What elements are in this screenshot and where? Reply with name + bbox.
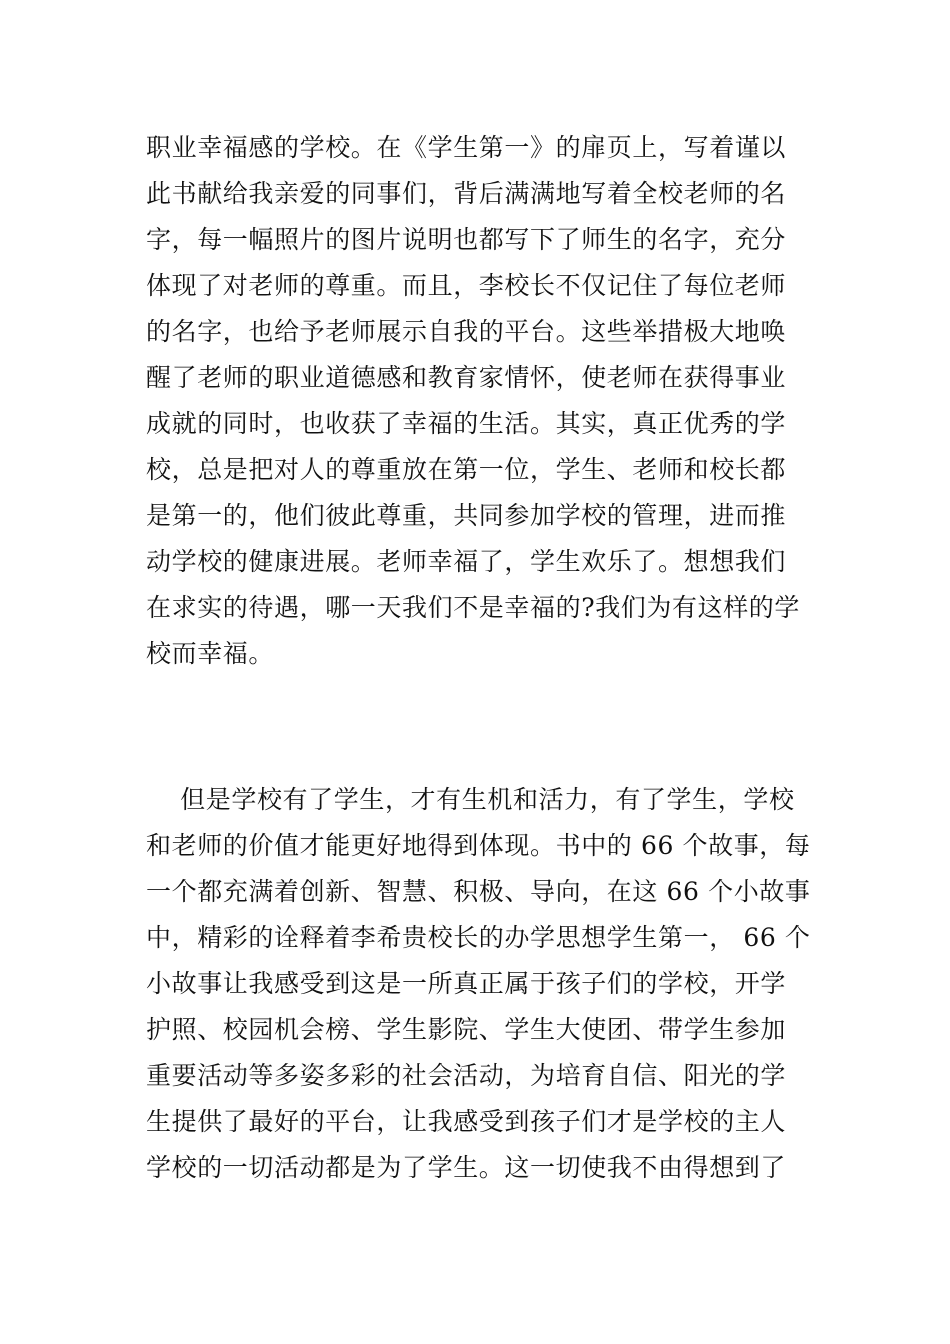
text-line: 醒了老师的职业道德感和教育家情怀，使老师在获得事业 bbox=[146, 363, 787, 392]
text-line: 一个都充满着创新、智慧、积极、导向，在这 66 个小故事 bbox=[146, 877, 811, 906]
text-line: 护照、校园机会榜、学生影院、学生大使团、带学生参加 bbox=[146, 1015, 787, 1044]
paragraph-2 bbox=[146, 777, 816, 1191]
text-line: 校而幸福。 bbox=[146, 639, 275, 668]
text-line: 在求实的待遇，哪一天我们不是幸福的?我们为有这样的学 bbox=[146, 593, 801, 622]
text-line: 和老师的价值才能更好地得到体现。书中的 66 个故事，每 bbox=[146, 831, 811, 860]
text-line: 成就的同时，也收获了幸福的生活。其实，真正优秀的学 bbox=[146, 409, 787, 438]
text-line: 字，每一幅照片的图片说明也都写下了师生的名字，充分 bbox=[146, 225, 787, 254]
text-line: 的名字，也给予老师展示自我的平台。这些举措极大地唤 bbox=[146, 317, 787, 346]
text-line: 体现了对老师的尊重。而且，李校长不仅记住了每位老师 bbox=[146, 271, 787, 300]
text-line: 但是学校有了学生，才有生机和活力，有了学生，学校 bbox=[146, 785, 795, 814]
paragraph-1 bbox=[146, 125, 816, 677]
text-line: 重要活动等多姿多彩的社会活动，为培育自信、阳光的学 bbox=[146, 1061, 787, 1090]
text-line: 中，精彩的诠释着李希贵校长的办学思想学生第一， 66 个 bbox=[146, 923, 811, 952]
text-line: 是第一的，他们彼此尊重，共同参加学校的管理，进而推 bbox=[146, 501, 787, 530]
text-line: 此书献给我亲爱的同事们，背后满满地写着全校老师的名 bbox=[146, 179, 787, 208]
text-line: 生提供了最好的平台，让我感受到孩子们才是学校的主人 bbox=[146, 1107, 787, 1136]
text-line: 校，总是把对人的尊重放在第一位，学生、老师和校长都 bbox=[146, 455, 787, 484]
text-line: 学校的一切活动都是为了学生。这一切使我不由得想到了 bbox=[146, 1153, 787, 1182]
text-line: 小故事让我感受到这是一所真正属于孩子们的学校，开学 bbox=[146, 969, 787, 998]
text-line: 职业幸福感的学校。在《学生第一》的扉页上，写着谨以 bbox=[146, 133, 787, 162]
text-line: 动学校的健康进展。老师幸福了，学生欢乐了。想想我们 bbox=[146, 547, 787, 576]
